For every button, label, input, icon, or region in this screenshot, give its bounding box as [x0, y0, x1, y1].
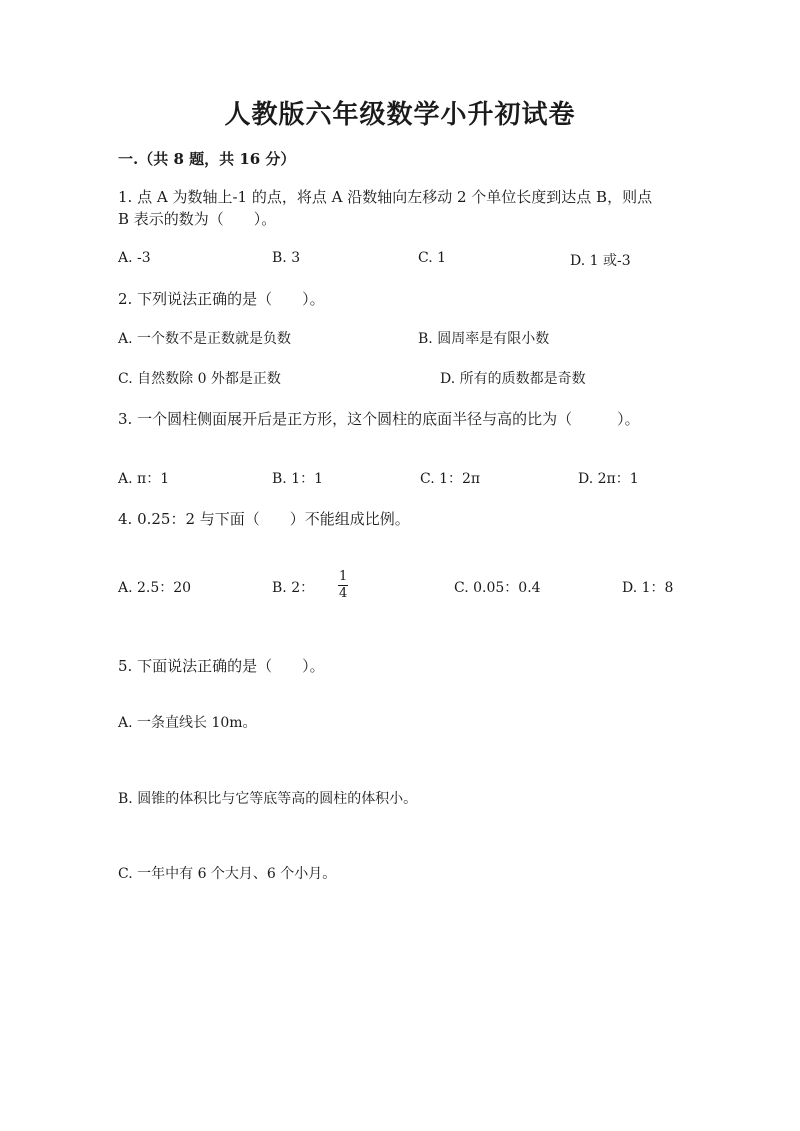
question-4-option-b-fraction [338, 570, 348, 601]
fraction-denominator: 4 [339, 586, 348, 601]
question-1-option-c: C. 1 [418, 250, 447, 266]
question-1-text-line2: B 表示的数为（ ）。 [118, 210, 277, 228]
page-title: 人教版六年级数学小升初试卷 [224, 100, 576, 130]
question-4-option-d: D. 1：8 [622, 580, 674, 596]
question-5-option-a: A. 一条直线长 10m。 [118, 715, 257, 731]
question-1-option-a: A. -3 [118, 250, 151, 266]
question-2-option-a: A. 一个数不是正数就是负数 [118, 331, 292, 347]
question-2-option-c: C. 自然数除 0 外都是正数 [118, 371, 281, 387]
section-header: 一.（共 8 题，共 16 分） [118, 150, 296, 168]
question-1-option-b: B. 3 [272, 250, 301, 266]
question-4-text: 4. 0.25：2 与下面（ ）不能组成比例。 [118, 510, 410, 528]
question-4-option-c: C. 0.05：0.4 [454, 580, 541, 596]
question-3-option-a: A. π：1 [118, 471, 170, 487]
question-2-option-d: D. 所有的质数都是奇数 [440, 371, 586, 387]
question-2-text: 2. 下列说法正确的是（ ）。 [118, 290, 325, 308]
question-3-option-d: D. 2π：1 [578, 471, 639, 487]
question-4-option-b: B. 2： [272, 580, 315, 596]
fraction-numerator: 1 [339, 569, 348, 584]
question-5-text: 5. 下面说法正确的是（ ）。 [118, 657, 325, 675]
question-5-option-b: B. 圆锥的体积比与它等底等高的圆柱的体积小。 [118, 791, 418, 807]
question-3-option-c: C. 1：2π [420, 471, 481, 487]
question-2-option-b: B. 圆周率是有限小数 [418, 331, 550, 347]
question-3-option-b: B. 1：1 [272, 471, 324, 487]
question-1-option-d: D. 1 或-3 [570, 253, 631, 269]
question-5-option-c: C. 一年中有 6 个大月、6 个小月。 [118, 866, 337, 882]
question-3-text: 3. 一个圆柱侧面展开后是正方形，这个圆柱的底面半径与高的比为（ ）。 [118, 410, 640, 428]
question-1-text-line1: 1. 点 A 为数轴上-1 的点，将点 A 沿数轴向左移动 2 个单位长度到达点 B，则点 [118, 188, 653, 206]
question-4-option-a: A. 2.5：20 [118, 580, 192, 596]
